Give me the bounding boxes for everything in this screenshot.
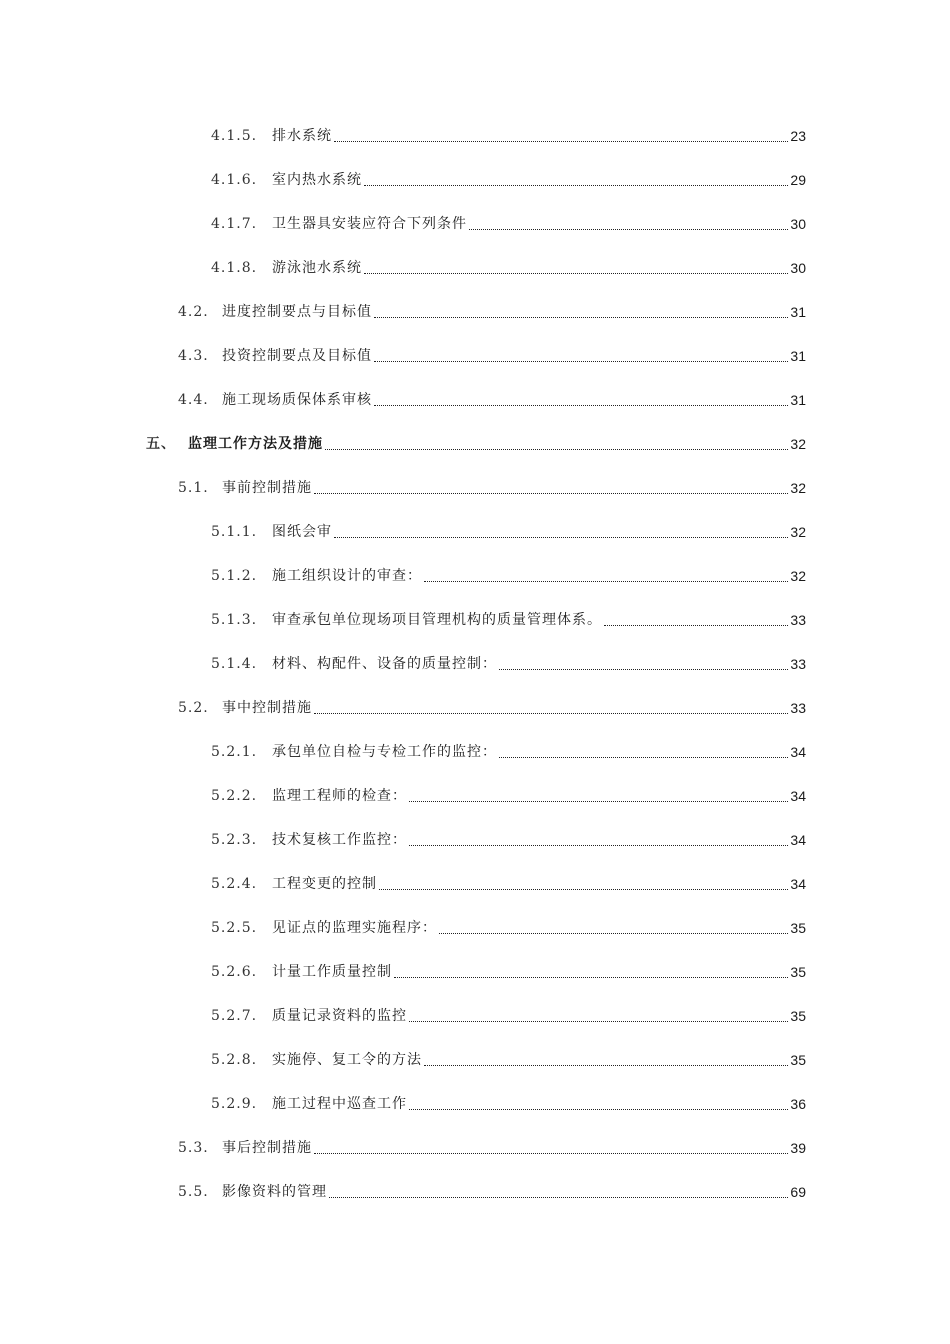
- toc-entry-number: 5.2.8.: [211, 1052, 258, 1068]
- toc-entry[interactable]: [0, 1038, 806, 1082]
- toc-entry-number: 5.2.: [178, 700, 209, 716]
- toc-entry-number: 5.1.2.: [211, 568, 258, 584]
- dot-leader: [314, 1153, 788, 1154]
- toc-entry-title: 监理工程师的检查：: [272, 788, 407, 804]
- dot-leader: [314, 713, 788, 714]
- toc-entry-page-number: 34: [790, 788, 806, 804]
- toc-entry[interactable]: [0, 246, 806, 290]
- toc-entry-title: 实施停、复工令的方法: [272, 1052, 422, 1068]
- toc-entry[interactable]: [0, 334, 806, 378]
- dot-leader: [409, 845, 788, 846]
- toc-entry-number: 4.4.: [178, 392, 209, 408]
- toc-entry[interactable]: [0, 774, 806, 818]
- toc-entry-title: 质量记录资料的监控: [272, 1008, 407, 1024]
- toc-entry-number: 5.1.: [178, 480, 209, 496]
- dot-leader: [409, 801, 788, 802]
- toc-entry-page-number: 32: [790, 524, 806, 540]
- toc-entry-title: 监理工作方法及措施: [188, 436, 323, 452]
- toc-entry-number: 5.2.4.: [211, 876, 258, 892]
- toc-entry-title: 事前控制措施: [222, 480, 312, 496]
- toc-entry-number: 5.2.6.: [211, 964, 258, 980]
- toc-entry-page-number: 31: [790, 304, 806, 320]
- dot-leader: [364, 273, 788, 274]
- toc-entry-title: 承包单位自检与专检工作的监控：: [272, 744, 497, 760]
- toc-entry-title: 影像资料的管理: [222, 1184, 327, 1200]
- toc-entry-number: 5.2.7.: [211, 1008, 258, 1024]
- toc-entry-title: 计量工作质量控制: [272, 964, 392, 980]
- toc-entry-title: 进度控制要点与目标值: [222, 304, 372, 320]
- toc-entry[interactable]: [0, 1170, 806, 1214]
- toc-entry-page-number: 30: [790, 260, 806, 276]
- dot-leader: [394, 977, 788, 978]
- toc-entry-page-number: 35: [790, 1008, 806, 1024]
- toc-entry-title: 见证点的监理实施程序：: [272, 920, 437, 936]
- toc-entry-page-number: 33: [790, 700, 806, 716]
- dot-leader: [424, 1065, 788, 1066]
- toc-entry-title: 游泳池水系统: [272, 260, 362, 276]
- toc-entry-page-number: 32: [790, 568, 806, 584]
- toc-entry-page-number: 34: [790, 744, 806, 760]
- toc-entry-title: 工程变更的控制: [272, 876, 377, 892]
- toc-entry[interactable]: [0, 862, 806, 906]
- toc-entry[interactable]: [0, 114, 806, 158]
- dot-leader: [499, 669, 788, 670]
- toc-entry[interactable]: [0, 994, 806, 1038]
- dot-leader: [374, 361, 788, 362]
- dot-leader: [374, 405, 788, 406]
- dot-leader: [499, 757, 788, 758]
- toc-entry-number: 5.2.5.: [211, 920, 258, 936]
- dot-leader: [604, 625, 788, 626]
- dot-leader: [334, 141, 788, 142]
- toc-entry-number: 4.1.5.: [211, 128, 258, 144]
- toc-entry[interactable]: [0, 510, 806, 554]
- toc-entry-title: 事后控制措施: [222, 1140, 312, 1156]
- toc-entry-title: 施工现场质保体系审核: [222, 392, 372, 408]
- toc-entry-title: 施工过程中巡查工作: [272, 1096, 407, 1112]
- toc-entry-number: 4.1.6.: [211, 172, 258, 188]
- dot-leader: [424, 581, 788, 582]
- dot-leader: [374, 317, 788, 318]
- toc-entry[interactable]: [0, 642, 806, 686]
- toc-entry-title: 图纸会审: [272, 524, 332, 540]
- toc-entry-number: 5.3.: [178, 1140, 209, 1156]
- toc-entry-page-number: 30: [790, 216, 806, 232]
- toc-entry-number: 5.1.3.: [211, 612, 258, 628]
- toc-entry-page-number: 39: [790, 1140, 806, 1156]
- dot-leader: [334, 537, 788, 538]
- toc-entry[interactable]: [0, 1082, 806, 1126]
- toc-entry-number: 5.2.1.: [211, 744, 258, 760]
- toc-entry-title: 审查承包单位现场项目管理机构的质量管理体系。: [272, 612, 602, 628]
- toc-entry[interactable]: [0, 598, 806, 642]
- toc-entry-number: 4.2.: [178, 304, 209, 320]
- toc-entry-number: 4.1.8.: [211, 260, 258, 276]
- toc-entry-page-number: 69: [790, 1184, 806, 1200]
- toc-entry-page-number: 35: [790, 964, 806, 980]
- toc-entry[interactable]: [0, 158, 806, 202]
- toc-entry[interactable]: [0, 422, 806, 466]
- toc-entry[interactable]: [0, 466, 806, 510]
- toc-entry[interactable]: [0, 554, 806, 598]
- toc-entry-title: 排水系统: [272, 128, 332, 144]
- dot-leader: [409, 1021, 788, 1022]
- toc-entry-page-number: 34: [790, 832, 806, 848]
- toc-entry-page-number: 35: [790, 920, 806, 936]
- toc-entry-number: 5.1.1.: [211, 524, 258, 540]
- toc-entry[interactable]: [0, 1126, 806, 1170]
- toc-entry-number: 5.1.4.: [211, 656, 258, 672]
- toc-entry-number: 4.1.7.: [211, 216, 258, 232]
- toc-entry-title: 卫生器具安装应符合下列条件: [272, 216, 467, 232]
- dot-leader: [439, 933, 788, 934]
- toc-entry-title: 材料、构配件、设备的质量控制：: [272, 656, 497, 672]
- toc-entry-number: 4.3.: [178, 348, 209, 364]
- toc-entry-title: 事中控制措施: [222, 700, 312, 716]
- toc-entry-title: 室内热水系统: [272, 172, 362, 188]
- dot-leader: [329, 1197, 788, 1198]
- toc-entry-page-number: 35: [790, 1052, 806, 1068]
- toc-entry-title: 施工组织设计的审查：: [272, 568, 422, 584]
- dot-leader: [364, 185, 788, 186]
- toc-entry[interactable]: [0, 906, 806, 950]
- toc-entry[interactable]: [0, 818, 806, 862]
- toc-entry-page-number: 29: [790, 172, 806, 188]
- toc-entry-page-number: 34: [790, 876, 806, 892]
- toc-entry-page-number: 33: [790, 612, 806, 628]
- toc-entry-number: 5.5.: [178, 1184, 209, 1200]
- toc-entry-number: 五、: [146, 436, 176, 452]
- toc-entry-number: 5.2.3.: [211, 832, 258, 848]
- toc-entry-title: 技术复核工作监控：: [272, 832, 407, 848]
- toc-entry-number: 5.2.2.: [211, 788, 258, 804]
- toc-entry-page-number: 31: [790, 348, 806, 364]
- toc-entry-number: 5.2.9.: [211, 1096, 258, 1112]
- table-of-contents: [0, 114, 950, 1214]
- dot-leader: [325, 449, 788, 450]
- toc-entry[interactable]: [0, 730, 806, 774]
- toc-entry[interactable]: [0, 290, 806, 334]
- toc-entry-page-number: 32: [790, 480, 806, 496]
- toc-entry[interactable]: [0, 686, 806, 730]
- toc-entry-page-number: 31: [790, 392, 806, 408]
- toc-entry[interactable]: [0, 378, 806, 422]
- dot-leader: [409, 1109, 788, 1110]
- toc-entry-page-number: 36: [790, 1096, 806, 1112]
- dot-leader: [314, 493, 788, 494]
- toc-entry[interactable]: [0, 950, 806, 994]
- toc-entry-page-number: 23: [790, 128, 806, 144]
- dot-leader: [379, 889, 788, 890]
- toc-entry-page-number: 32: [790, 436, 806, 452]
- toc-entry-page-number: 33: [790, 656, 806, 672]
- dot-leader: [469, 229, 788, 230]
- toc-entry-title: 投资控制要点及目标值: [222, 348, 372, 364]
- toc-entry[interactable]: [0, 202, 806, 246]
